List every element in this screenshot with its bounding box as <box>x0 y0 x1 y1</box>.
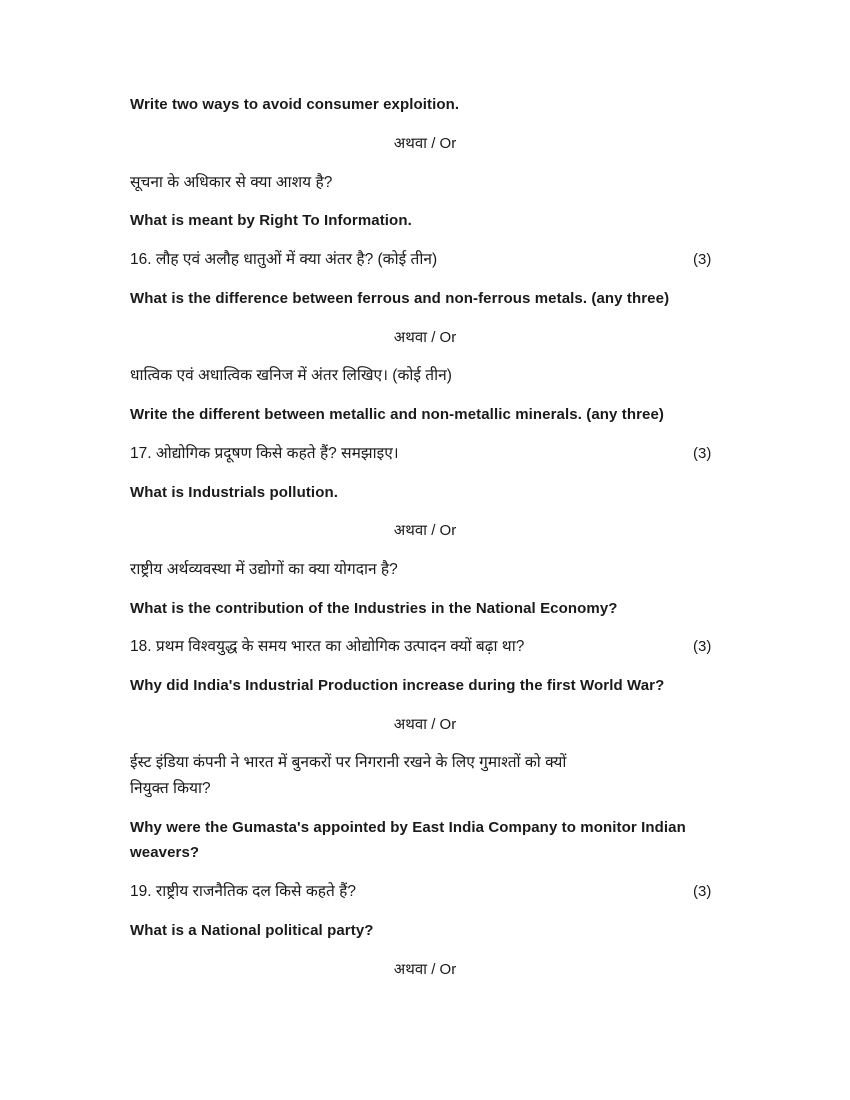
question-text-hi-cont: नियुक्त किया? <box>130 780 211 797</box>
or-separator: अथवा / Or <box>393 961 457 978</box>
question-19-hi: 19. राष्ट्रीय राजनैतिक दल किसे कहते हैं? <box>130 883 356 900</box>
or-separator: अथवा / Or <box>393 716 457 733</box>
question-17-hi: 17. ओद्योगिक प्रदूषण किसे कहते हैं? समझाइए। <box>130 445 399 462</box>
or-separator: अथवा / Or <box>393 329 457 346</box>
question-text-en: What is the contribution of the Industries in the National Economy? <box>130 600 618 617</box>
question-19-en: What is a National political party? <box>130 922 374 939</box>
or-separator: अथवा / Or <box>393 522 457 539</box>
marks-label: (3) <box>693 445 712 462</box>
question-text-en-cont: weavers? <box>130 844 200 861</box>
question-text-hi: धात्विक एवं अधात्विक खनिज में अंतर लिखिए। (कोई तीन) <box>130 367 452 384</box>
question-text-hi: सूचना के अधिकार से क्या आशय है? <box>130 174 333 191</box>
marks-label: (3) <box>693 251 712 268</box>
question-16-en: What is the difference between ferrous and non-ferrous metals. (any three) <box>130 290 670 307</box>
question-18-en: Why did India's Industrial Production increase during the first World War? <box>130 677 665 694</box>
question-text-hi: राष्ट्रीय अर्थव्यवस्था में उद्योगों का क्या योगदान है? <box>130 561 398 578</box>
marks-label: (3) <box>693 883 712 900</box>
or-separator: अथवा / Or <box>393 135 457 152</box>
question-text-en: Why were the Gumasta's appointed by East India Company to monitor Indian <box>130 819 686 836</box>
question-text-en: Write two ways to avoid consumer exploition. <box>130 96 460 113</box>
question-16-hi: 16. लौह एवं अलौह धातुओं में क्या अंतर है? (कोई तीन) <box>130 251 438 268</box>
marks-label: (3) <box>693 638 712 655</box>
question-18-hi: 18. प्रथम विश्वयुद्ध के समय भारत का ओद्योगिक उत्पादन क्यों बढ़ा था? <box>130 638 525 655</box>
question-17-en: What is Industrials pollution. <box>130 484 338 501</box>
question-text-en: Write the different between metallic and non-metallic minerals. (any three) <box>130 406 665 423</box>
question-text-hi: ईस्ट इंडिया कंपनी ने भारत में बुनकरों पर निगरानी रखने के लिए गुमाश्तों को क्यों <box>130 754 567 771</box>
question-text-en: What is meant by Right To Information. <box>130 212 412 229</box>
